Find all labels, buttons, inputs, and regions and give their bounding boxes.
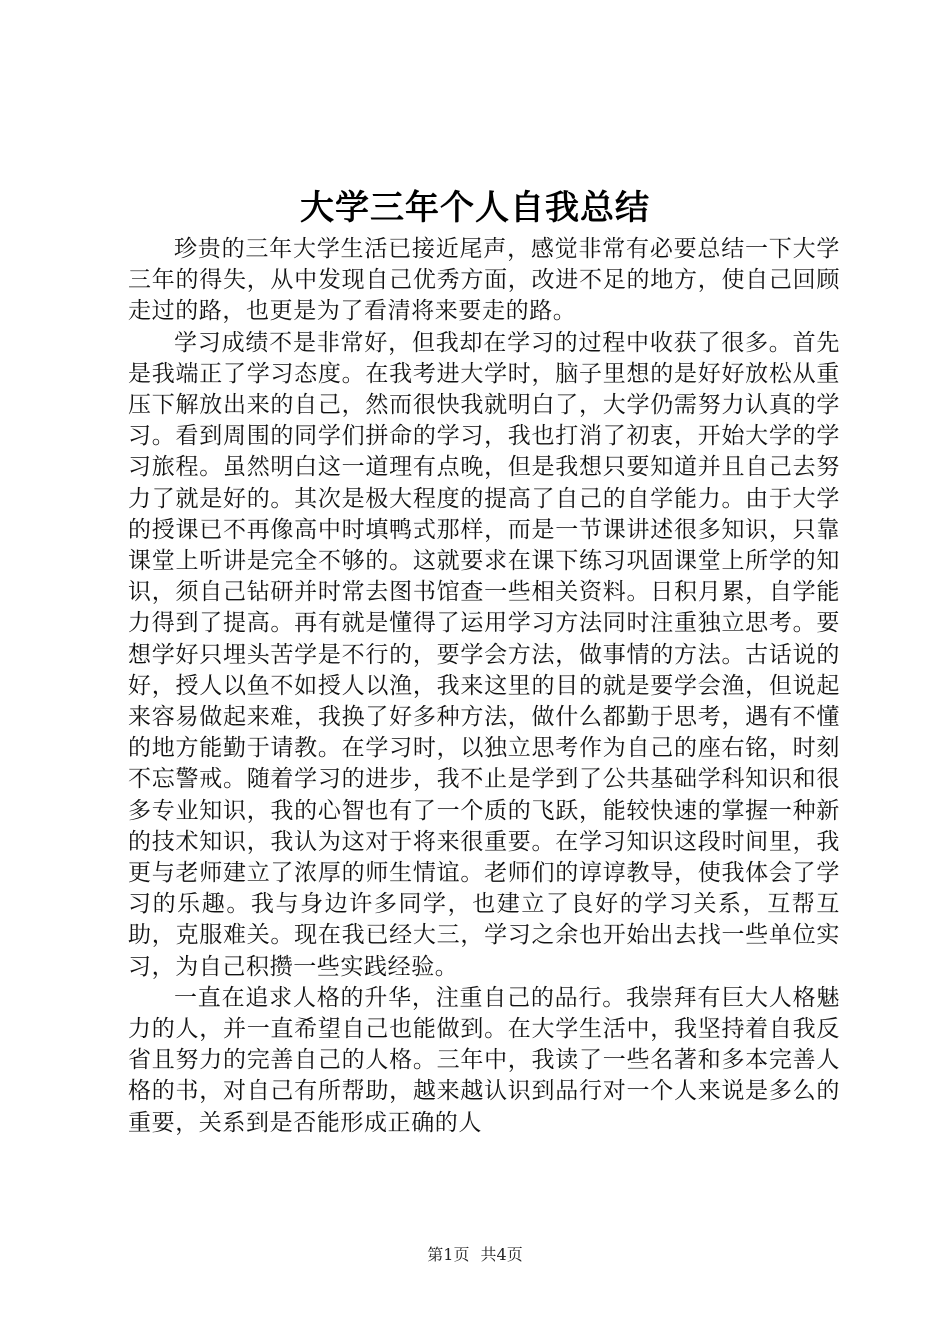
page-title: 大学三年个人自我总结: [300, 188, 650, 228]
page-footer: [0, 1244, 950, 1266]
page-total: 共4页: [480, 1245, 523, 1264]
page-number: 第1页: [427, 1245, 470, 1264]
paragraph: 学习成绩不是非常好，但我却在学习的过程中收获了很多。首先是我端正了学习态度。在我考进大学时，脑子里想的是好好放松从重压下解放出来的自己，然而很快我就明白了，大学仍需努力认真的学习。看到周围的同学们拼命的学习，我也打消了初衷，开始大学的学习旅程。虽然明白这一道理有点晚，但是我想只要知道并且自己去努力了就是好的。其次是极大程度的提高了自己的自学能力。由于大学的授课已不再像高中时填鸭式那样，而是一节课讲述很多知识，只靠课堂上听讲是完全不够的。这就要求在课下练习巩固课堂上所学的知识，须自己钻研并时常去图书馆查一些相关资料。日积月累，自学能力得到了提高。再有就是懂得了运用学习方法同时注重独立思考。要想学好只埋头苦学是不行的，要学会方法，做事情的方法。古话说的好，授人以鱼不如授人以渔，我来这里的目的就是要学会渔，但说起来容易做起来难，我换了好多种方法，做什么都勤于思考，遇有不懂的地方能勤于请教。在学习时，以独立思考作为自己的座右铭，时刻不忘警戒。随着学习的进步，我不止是学到了公共基础学科知识和很多专业知识，我的心智也有了一个质的飞跃，能较快速的掌握一种新的技术知识，我认为这对于将来很重要。在学习知识这段时间里，我更与老师建立了浓厚的师生情谊。老师们的谆谆教导，使我体会了学习的乐趣。我与身边许多同学，也建立了良好的学习关系，互帮互助，克服难关。现在我已经大三，学习之余也开始出去找一些单位实习，为自己积攒一些实践经验。: [128, 329, 840, 980]
paragraph: 珍贵的三年大学生活已接近尾声，感觉非常有必要总结一下大学三年的得失，从中发现自己优秀方面，改进不足的地方，使自己回顾走过的路，也更是为了看清将来要走的路。: [128, 236, 840, 325]
paragraph: 一直在追求人格的升华，注重自己的品行。我崇拜有巨大人格魅力的人，并一直希望自己也能做到。在大学生活中，我坚持着自我反省且努力的完善自己的人格。三年中，我读了一些名著和多本完善人格的书，对自己有所帮助，越来越认识到品行对一个人来说是多么的重要，关系到是否能形成正确的人: [128, 984, 840, 1136]
document-body: [128, 234, 840, 1139]
